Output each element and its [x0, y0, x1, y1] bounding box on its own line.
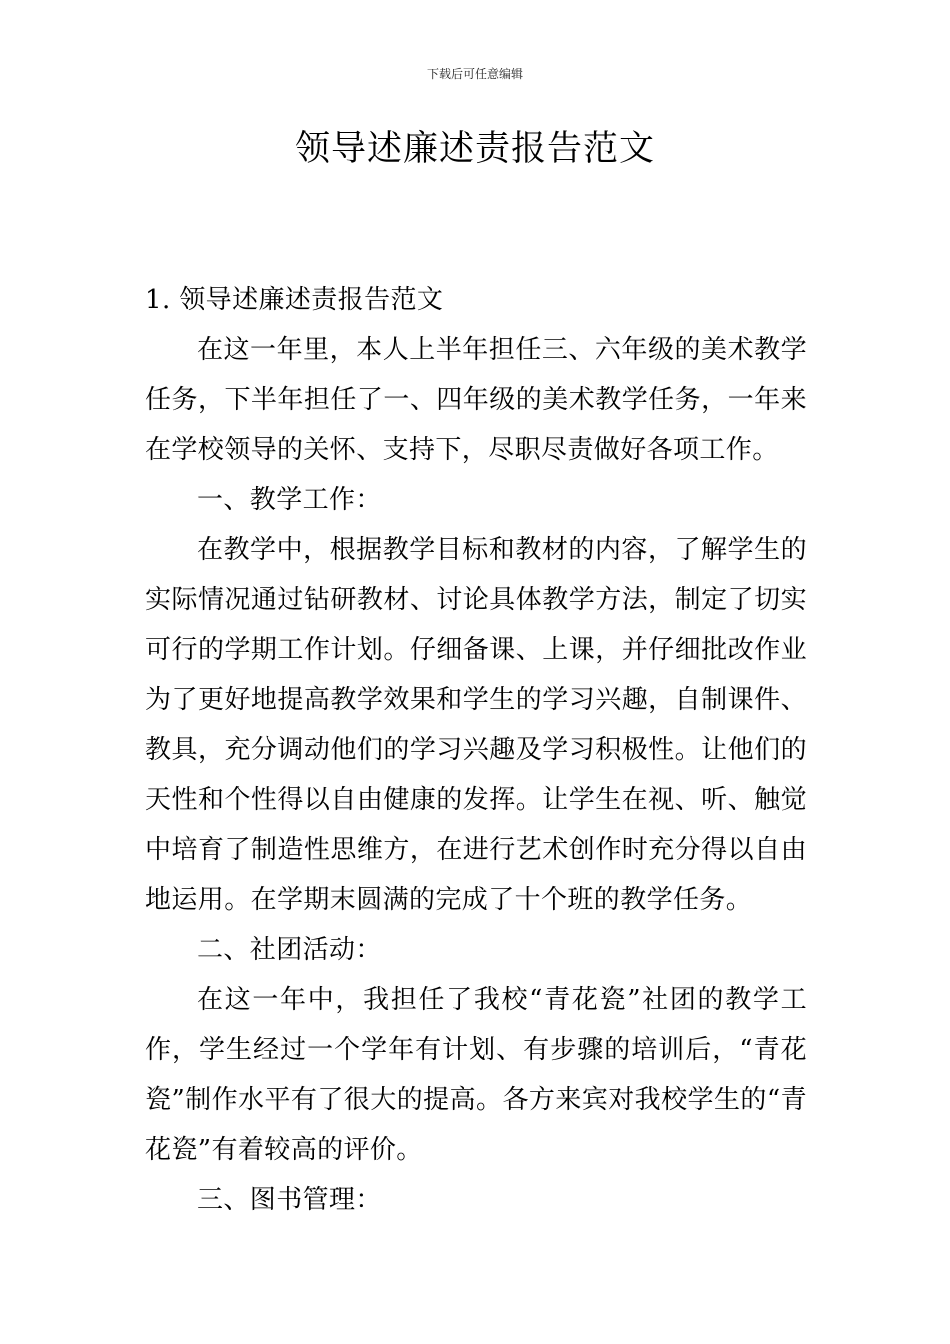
- subheading-teaching: 一、教学工作：: [197, 485, 382, 515]
- section-heading: 1. 领导述廉述责报告范文: [145, 285, 444, 315]
- document-title: 领导述廉述责报告范文: [294, 129, 655, 169]
- paragraph-club: 在这一年中，我担任了我校“青花瓷”社团的教学工作，学生经过一个学年有计划、有步骤的培训后，“青花瓷”制作水平有了很大的提高。各方来宾对我校学生的“青花瓷”有着较高的评价。: [145, 985, 807, 1165]
- header-note: 下载后可任意编辑: [426, 67, 523, 81]
- document-body: [145, 275, 807, 1225]
- paragraph-teaching: 在教学中，根据教学目标和教材的内容，了解学生的实际情况通过钻研教材、讨论具体教学方法，制定了切实可行的学期工作计划。仔细备课、上课，并仔细批改作业为了更好地提高教学效果和学生的学习兴趣，自制课件、教具，充分调动他们的学习兴趣及学习积极性。让他们的天性和个性得以自由健康的发挥。让学生在视、听、触觉中培育了制造性思维方，在进行艺术创作时充分得以自由地运用。在学期末圆满的完成了十个班的教学任务。: [145, 535, 807, 915]
- paragraph-intro: 在这一年里，本人上半年担任三、六年级的美术教学任务，下半年担任了一、四年级的美术教学任务，一年来在学校领导的关怀、支持下，尽职尽责做好各项工作。: [145, 335, 807, 465]
- subheading-club: 二、社团活动：: [197, 935, 382, 965]
- subheading-library: 三、图书管理：: [197, 1185, 382, 1215]
